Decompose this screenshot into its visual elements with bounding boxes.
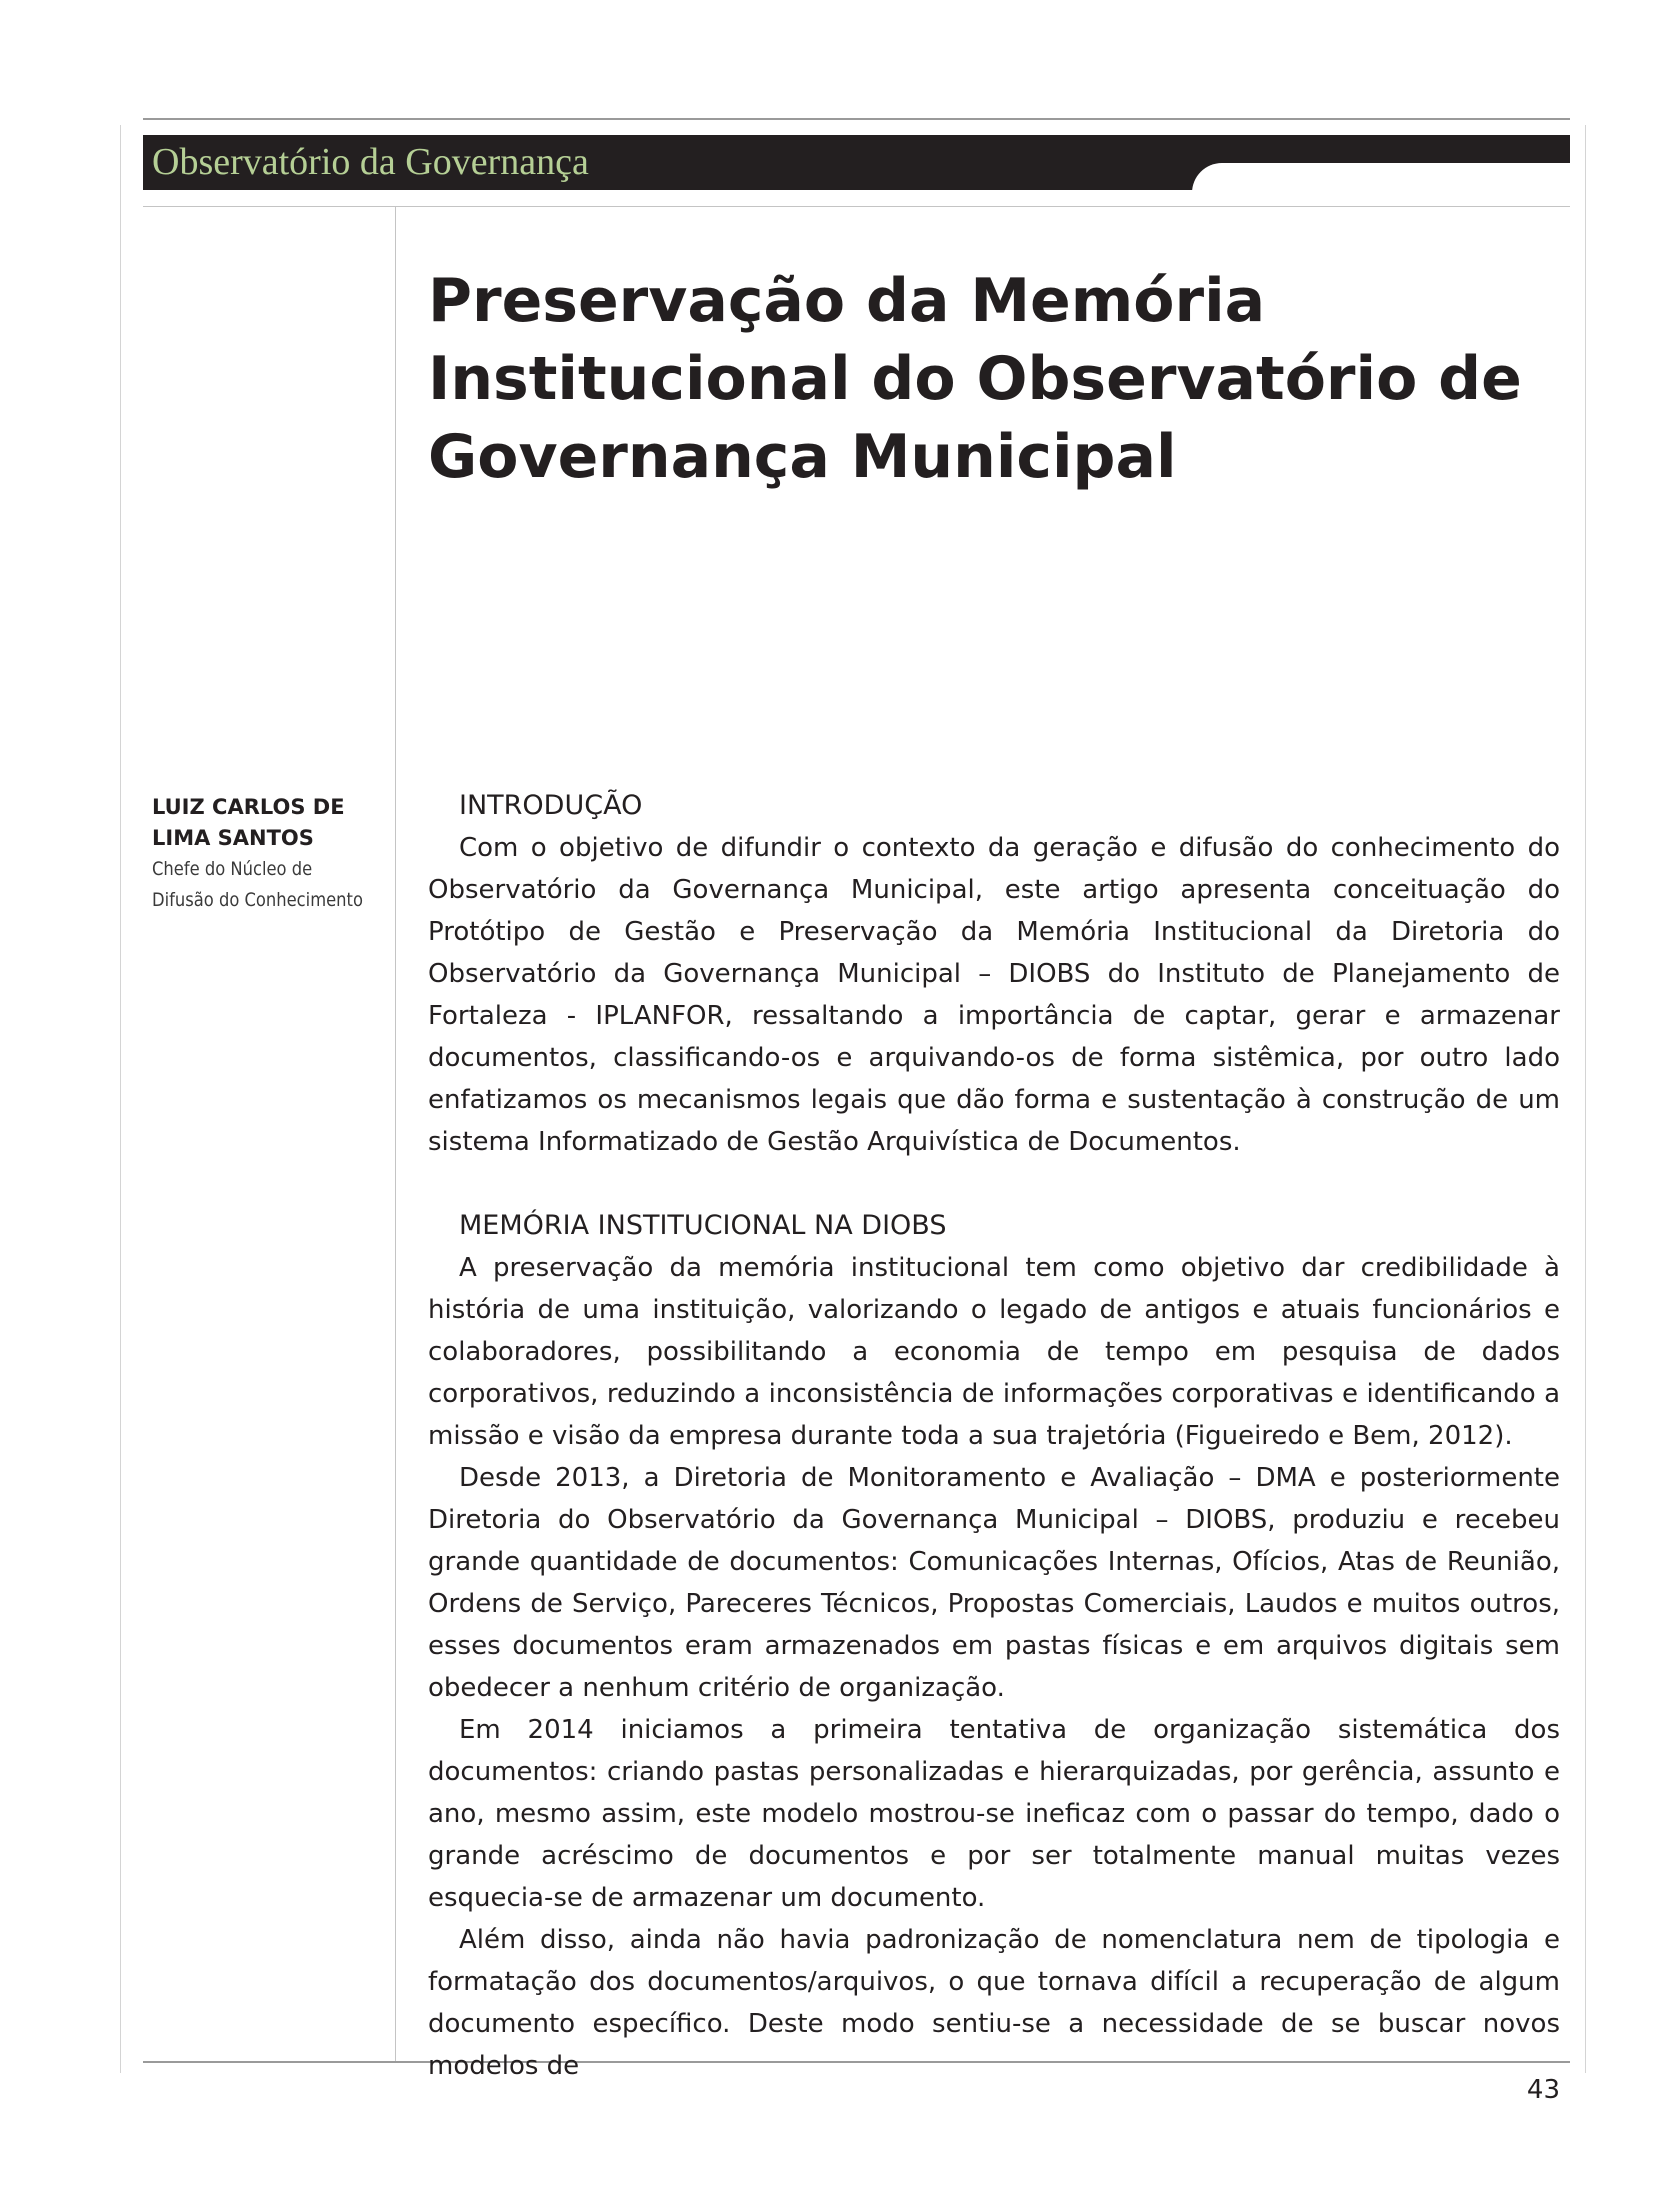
left-frame-line — [120, 125, 121, 2073]
paragraph: A preservação da memória institucional tem como objetivo dar credibilidade à história de uma instituição, valorizando o legado de antigos e atuais funcionários e colaboradores, possibilitando a economia de tempo em pesquisa de dados corporativos, reduzindo a inconsistência de informações corporativas e identificando a missão e visão da empresa durante toda a sua trajetória (Figueiredo e Bem, 2012). — [428, 1253, 1560, 1451]
column-divider — [395, 207, 396, 2062]
paragraph: Desde 2013, a Diretoria de Monitoramento e Avaliação – DMA e posteriormente Diretoria do Observatório da Governança Municipal – DIOBS, produziu e recebeu grande quantidade de documentos: Comunicações Internas, Ofícios, Atas de Reunião, Ordens de Serviço, Pareceres Técnicos, Propostas Comerciais, Laudos e muitos outros, esses documentos eram armazenados em pastas físicas e em arquivos digitais sem obedecer a nenhum critério de organização. — [428, 1463, 1560, 1703]
paragraph: Com o objetivo de difundir o contexto da geração e difusão do conhecimento do Observatório da Governança Municipal, este artigo apresenta conceituação do Protótipo de Gestão e Preservação da Memória Institucional da Diretoria do Observatório da Governança Municipal – DIOBS do Instituto de Planejamento de Fortaleza - IPLANFOR, ressaltando a importância de captar, gerar e armazenar documentos, classificando-os e arquivando-os de forma sistêmica, por outro lado enfatizamos os mecanismos legais que dão forma e sustentação à construção de um sistema Informatizado de Gestão Arquivística de Documentos. — [428, 833, 1560, 1157]
section-spacer — [428, 1163, 1560, 1205]
header-bottom-rule — [143, 206, 1570, 207]
paragraph: Em 2014 iniciamos a primeira tentativa de organização sistemática dos documentos: criando pastas personalizadas e hierarquizadas, por gerência, assunto e ano, mesmo assim, este modelo mostrou-se ineficaz com o passar do tempo, dado o grande acréscimo de documentos e por ser totalmente manual muitas vezes esquecia-se de armazenar um documento. — [428, 1715, 1560, 1913]
top-rule — [143, 118, 1570, 120]
author-role-line1: Chefe do Núcleo de — [152, 858, 313, 880]
section-heading-introducao: INTRODUÇÃO — [459, 790, 643, 821]
author-role-line2: Difusão do Conhecimento — [152, 889, 363, 911]
article-body — [428, 785, 1560, 2087]
article-title: Preservação da Memória Institucional do Observatório de Governança Municipal — [428, 266, 1522, 492]
section-header-title: Observatório da Governança — [152, 141, 589, 183]
page-number: 43 — [1526, 2075, 1560, 2105]
paragraph: Além disso, ainda não havia padronização de nomenclatura nem de tipologia e formatação dos documentos/arquivos, o que tornava difícil a recuperação de algum documento específico. Deste modo sentiu-se a necessidade de se buscar novos modelos de — [428, 1925, 1560, 2081]
header-banner-notch — [1192, 163, 1570, 193]
author-name-line1: LUIZ CARLOS DE — [152, 795, 345, 819]
section-heading-memoria: MEMÓRIA INSTITUCIONAL NA DIOBS — [459, 1210, 947, 1241]
author-name-line2: LIMA SANTOS — [152, 826, 314, 850]
right-frame-line — [1585, 125, 1586, 2073]
author-block — [152, 792, 392, 916]
